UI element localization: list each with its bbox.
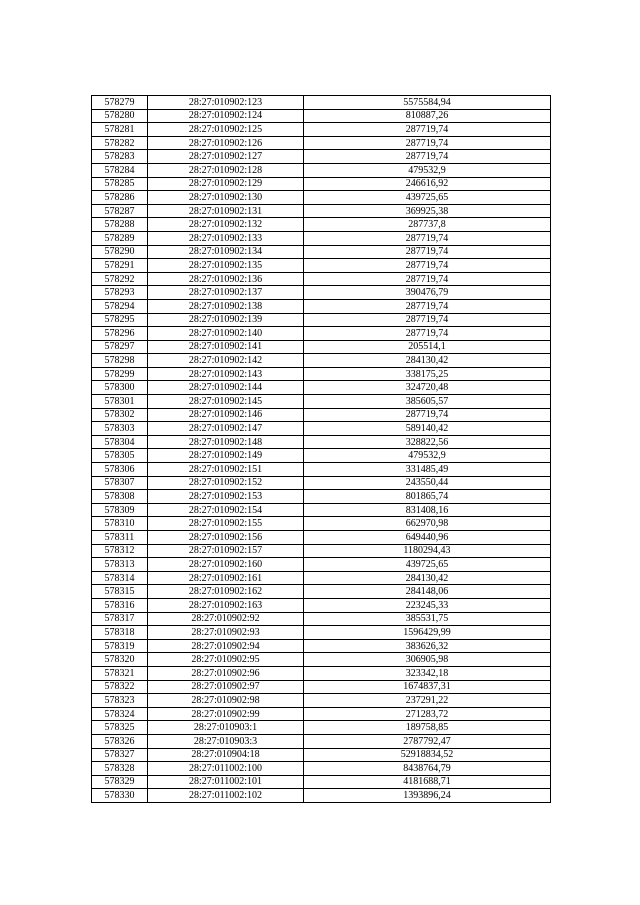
- row-number-cell: 578279: [92, 96, 148, 110]
- cadastral-number-cell: 28:27:010902:157: [148, 544, 304, 558]
- table-row: [92, 666, 551, 680]
- table-row: [92, 585, 551, 599]
- cadastral-number-cell: 28:27:010903:3: [148, 734, 304, 748]
- cadastral-number-cell: 28:27:010902:163: [148, 598, 304, 612]
- table-row: [92, 435, 551, 449]
- cadastral-number-cell: 28:27:010902:123: [148, 96, 304, 110]
- cadastral-number-cell: 28:27:010902:140: [148, 327, 304, 341]
- cadastral-value-cell: 287719,74: [304, 150, 551, 164]
- cadastral-number-cell: 28:27:010902:154: [148, 503, 304, 517]
- cadastral-number-cell: 28:27:010902:96: [148, 666, 304, 680]
- row-number-cell: 578317: [92, 612, 148, 626]
- cadastral-value-cell: 52918834,52: [304, 748, 551, 762]
- cadastral-value-cell: 271283,72: [304, 707, 551, 721]
- cadastral-number-cell: 28:27:010902:134: [148, 245, 304, 259]
- cadastral-value-cell: 439725,65: [304, 191, 551, 205]
- table-row: [92, 286, 551, 300]
- cadastral-value-cell: 287719,74: [304, 299, 551, 313]
- table-row: [92, 381, 551, 395]
- table-row: [92, 408, 551, 422]
- table-row: [92, 517, 551, 531]
- table-row: [92, 395, 551, 409]
- table-row: [92, 639, 551, 653]
- cadastral-number-cell: 28:27:011002:100: [148, 762, 304, 776]
- row-number-cell: 578291: [92, 259, 148, 273]
- row-number-cell: 578284: [92, 163, 148, 177]
- cadastral-value-cell: 810887,26: [304, 109, 551, 123]
- row-number-cell: 578302: [92, 408, 148, 422]
- table-row: [92, 327, 551, 341]
- cadastral-number-cell: 28:27:010903:1: [148, 721, 304, 735]
- cadastral-number-cell: 28:27:010902:151: [148, 463, 304, 477]
- cadastral-number-cell: 28:27:010904:18: [148, 748, 304, 762]
- cadastral-number-cell: 28:27:010902:127: [148, 150, 304, 164]
- table-row: [92, 721, 551, 735]
- cadastral-value-cell: 649440,96: [304, 531, 551, 545]
- cadastral-number-cell: 28:27:010902:94: [148, 639, 304, 653]
- table-row: [92, 96, 551, 110]
- cadastral-value-cell: 589140,42: [304, 422, 551, 436]
- cadastral-value-cell: 287719,74: [304, 259, 551, 273]
- table-row: [92, 503, 551, 517]
- row-number-cell: 578294: [92, 299, 148, 313]
- cadastral-number-cell: 28:27:010902:128: [148, 163, 304, 177]
- cadastral-number-cell: 28:27:011002:102: [148, 789, 304, 803]
- row-number-cell: 578310: [92, 517, 148, 531]
- cadastral-value-cell: 323342,18: [304, 666, 551, 680]
- cadastral-number-cell: 28:27:010902:161: [148, 571, 304, 585]
- cadastral-value-cell: 831408,16: [304, 503, 551, 517]
- cadastral-number-cell: 28:27:010902:138: [148, 299, 304, 313]
- cadastral-value-cell: 287719,74: [304, 231, 551, 245]
- cadastral-value-cell: 189758,85: [304, 721, 551, 735]
- cadastral-number-cell: 28:27:010902:126: [148, 136, 304, 150]
- table-body: [92, 96, 551, 803]
- cadastral-number-cell: 28:27:010902:141: [148, 340, 304, 354]
- table-row: [92, 653, 551, 667]
- table-row: [92, 694, 551, 708]
- table-row: [92, 245, 551, 259]
- cadastral-number-cell: 28:27:010902:148: [148, 435, 304, 449]
- row-number-cell: 578295: [92, 313, 148, 327]
- row-number-cell: 578306: [92, 463, 148, 477]
- cadastral-value-cell: 324720,48: [304, 381, 551, 395]
- cadastral-number-cell: 28:27:010902:142: [148, 354, 304, 368]
- table-row: [92, 136, 551, 150]
- cadastral-value-cell: 5575584,94: [304, 96, 551, 110]
- table-row: [92, 544, 551, 558]
- row-number-cell: 578290: [92, 245, 148, 259]
- cadastral-value-cell: 287719,74: [304, 327, 551, 341]
- cadastral-value-cell: 287719,74: [304, 408, 551, 422]
- row-number-cell: 578320: [92, 653, 148, 667]
- table-row: [92, 123, 551, 137]
- cadastral-value-cell: 1393896,24: [304, 789, 551, 803]
- cadastral-value-cell: 1596429,99: [304, 626, 551, 640]
- cadastral-number-cell: 28:27:010902:160: [148, 558, 304, 572]
- cadastral-number-cell: 28:27:010902:131: [148, 204, 304, 218]
- table-row: [92, 449, 551, 463]
- cadastral-number-cell: 28:27:010902:152: [148, 476, 304, 490]
- cadastral-number-cell: 28:27:010902:155: [148, 517, 304, 531]
- row-number-cell: 578312: [92, 544, 148, 558]
- row-number-cell: 578283: [92, 150, 148, 164]
- cadastral-number-cell: 28:27:010902:162: [148, 585, 304, 599]
- cadastral-value-cell: 4181688,71: [304, 775, 551, 789]
- row-number-cell: 578319: [92, 639, 148, 653]
- cadastral-value-cell: 284130,42: [304, 571, 551, 585]
- cadastral-number-cell: 28:27:010902:139: [148, 313, 304, 327]
- cadastral-number-cell: 28:27:010902:98: [148, 694, 304, 708]
- cadastral-number-cell: 28:27:010902:95: [148, 653, 304, 667]
- table-row: [92, 571, 551, 585]
- table-row: [92, 490, 551, 504]
- table-row: [92, 204, 551, 218]
- cadastral-value-cell: 306905,98: [304, 653, 551, 667]
- cadastral-number-cell: 28:27:010902:146: [148, 408, 304, 422]
- cadastral-value-cell: 1180294,43: [304, 544, 551, 558]
- cadastral-number-cell: 28:27:010902:132: [148, 218, 304, 232]
- cadastral-number-cell: 28:27:010902:135: [148, 259, 304, 273]
- cadastral-number-cell: 28:27:010902:93: [148, 626, 304, 640]
- row-number-cell: 578323: [92, 694, 148, 708]
- cadastral-number-cell: 28:27:010902:153: [148, 490, 304, 504]
- cadastral-value-cell: 205514,1: [304, 340, 551, 354]
- table-row: [92, 748, 551, 762]
- table-row: [92, 218, 551, 232]
- cadastral-value-cell: 243550,44: [304, 476, 551, 490]
- cadastral-number-cell: 28:27:010902:149: [148, 449, 304, 463]
- row-number-cell: 578293: [92, 286, 148, 300]
- row-number-cell: 578318: [92, 626, 148, 640]
- cadastral-value-cell: 223245,33: [304, 598, 551, 612]
- cadastral-value-cell: 338175,25: [304, 367, 551, 381]
- row-number-cell: 578307: [92, 476, 148, 490]
- cadastral-number-cell: 28:27:010902:156: [148, 531, 304, 545]
- cadastral-value-cell: 801865,74: [304, 490, 551, 504]
- table-row: [92, 707, 551, 721]
- cadastral-value-cell: 369925,38: [304, 204, 551, 218]
- cadastral-number-cell: 28:27:010902:133: [148, 231, 304, 245]
- table-row: [92, 367, 551, 381]
- cadastral-number-cell: 28:27:010902:97: [148, 680, 304, 694]
- cadastral-number-cell: 28:27:010902:130: [148, 191, 304, 205]
- row-number-cell: 578299: [92, 367, 148, 381]
- cadastral-value-cell: 284130,42: [304, 354, 551, 368]
- cadastral-value-cell: 479532,9: [304, 163, 551, 177]
- cadastral-value-cell: 287737,8: [304, 218, 551, 232]
- table-row: [92, 734, 551, 748]
- cadastral-value-cell: 246616,92: [304, 177, 551, 191]
- cadastral-value-cell: 331485,49: [304, 463, 551, 477]
- row-number-cell: 578321: [92, 666, 148, 680]
- table-row: [92, 299, 551, 313]
- cadastral-number-cell: 28:27:010902:92: [148, 612, 304, 626]
- cadastral-value-cell: 383626,32: [304, 639, 551, 653]
- row-number-cell: 578304: [92, 435, 148, 449]
- row-number-cell: 578296: [92, 327, 148, 341]
- cadastral-value-cell: 390476,79: [304, 286, 551, 300]
- table-row: [92, 163, 551, 177]
- table-row: [92, 231, 551, 245]
- row-number-cell: 578322: [92, 680, 148, 694]
- cadastral-number-cell: 28:27:010902:144: [148, 381, 304, 395]
- row-number-cell: 578330: [92, 789, 148, 803]
- row-number-cell: 578282: [92, 136, 148, 150]
- row-number-cell: 578315: [92, 585, 148, 599]
- row-number-cell: 578324: [92, 707, 148, 721]
- row-number-cell: 578297: [92, 340, 148, 354]
- row-number-cell: 578328: [92, 762, 148, 776]
- table-row: [92, 313, 551, 327]
- table-row: [92, 259, 551, 273]
- row-number-cell: 578309: [92, 503, 148, 517]
- cadastral-value-cell: 439725,65: [304, 558, 551, 572]
- row-number-cell: 578326: [92, 734, 148, 748]
- cadastral-number-cell: 28:27:010902:136: [148, 272, 304, 286]
- cadastral-number-cell: 28:27:010902:129: [148, 177, 304, 191]
- row-number-cell: 578301: [92, 395, 148, 409]
- table-row: [92, 598, 551, 612]
- cadastral-value-cell: 287719,74: [304, 136, 551, 150]
- cadastral-number-cell: 28:27:010902:124: [148, 109, 304, 123]
- cadastral-value-cell: 284148,06: [304, 585, 551, 599]
- table-row: [92, 476, 551, 490]
- cadastral-value-cell: 287719,74: [304, 123, 551, 137]
- cadastral-value-cell: 287719,74: [304, 313, 551, 327]
- row-number-cell: 578281: [92, 123, 148, 137]
- cadastral-value-cell: 662970,98: [304, 517, 551, 531]
- table-row: [92, 150, 551, 164]
- table-row: [92, 762, 551, 776]
- cadastral-number-cell: 28:27:011002:101: [148, 775, 304, 789]
- row-number-cell: 578288: [92, 218, 148, 232]
- row-number-cell: 578314: [92, 571, 148, 585]
- row-number-cell: 578316: [92, 598, 148, 612]
- table-row: [92, 109, 551, 123]
- row-number-cell: 578285: [92, 177, 148, 191]
- row-number-cell: 578286: [92, 191, 148, 205]
- cadastral-value-cell: 385605,57: [304, 395, 551, 409]
- cadastral-number-cell: 28:27:010902:137: [148, 286, 304, 300]
- row-number-cell: 578311: [92, 531, 148, 545]
- table-row: [92, 612, 551, 626]
- cadastral-value-cell: 1674837,31: [304, 680, 551, 694]
- table-row: [92, 775, 551, 789]
- cadastral-value-cell: 479532,9: [304, 449, 551, 463]
- table-row: [92, 191, 551, 205]
- row-number-cell: 578289: [92, 231, 148, 245]
- row-number-cell: 578300: [92, 381, 148, 395]
- table-row: [92, 340, 551, 354]
- cadastral-number-cell: 28:27:010902:125: [148, 123, 304, 137]
- row-number-cell: 578308: [92, 490, 148, 504]
- table-row: [92, 531, 551, 545]
- row-number-cell: 578329: [92, 775, 148, 789]
- row-number-cell: 578298: [92, 354, 148, 368]
- row-number-cell: 578292: [92, 272, 148, 286]
- table-row: [92, 354, 551, 368]
- row-number-cell: 578287: [92, 204, 148, 218]
- table-row: [92, 272, 551, 286]
- cadastral-value-table: [91, 95, 551, 803]
- cadastral-number-cell: 28:27:010902:145: [148, 395, 304, 409]
- row-number-cell: 578313: [92, 558, 148, 572]
- table-row: [92, 626, 551, 640]
- row-number-cell: 578303: [92, 422, 148, 436]
- cadastral-value-cell: 8438764,79: [304, 762, 551, 776]
- row-number-cell: 578325: [92, 721, 148, 735]
- cadastral-value-cell: 328822,56: [304, 435, 551, 449]
- table-row: [92, 177, 551, 191]
- table-row: [92, 558, 551, 572]
- row-number-cell: 578327: [92, 748, 148, 762]
- row-number-cell: 578305: [92, 449, 148, 463]
- cadastral-value-cell: 287719,74: [304, 272, 551, 286]
- table-row: [92, 789, 551, 803]
- table-row: [92, 463, 551, 477]
- cadastral-value-cell: 287719,74: [304, 245, 551, 259]
- cadastral-value-cell: 2787792,47: [304, 734, 551, 748]
- cadastral-number-cell: 28:27:010902:99: [148, 707, 304, 721]
- cadastral-number-cell: 28:27:010902:147: [148, 422, 304, 436]
- cadastral-value-cell: 385531,75: [304, 612, 551, 626]
- row-number-cell: 578280: [92, 109, 148, 123]
- table-row: [92, 680, 551, 694]
- table-row: [92, 422, 551, 436]
- cadastral-number-cell: 28:27:010902:143: [148, 367, 304, 381]
- cadastral-value-cell: 237291,22: [304, 694, 551, 708]
